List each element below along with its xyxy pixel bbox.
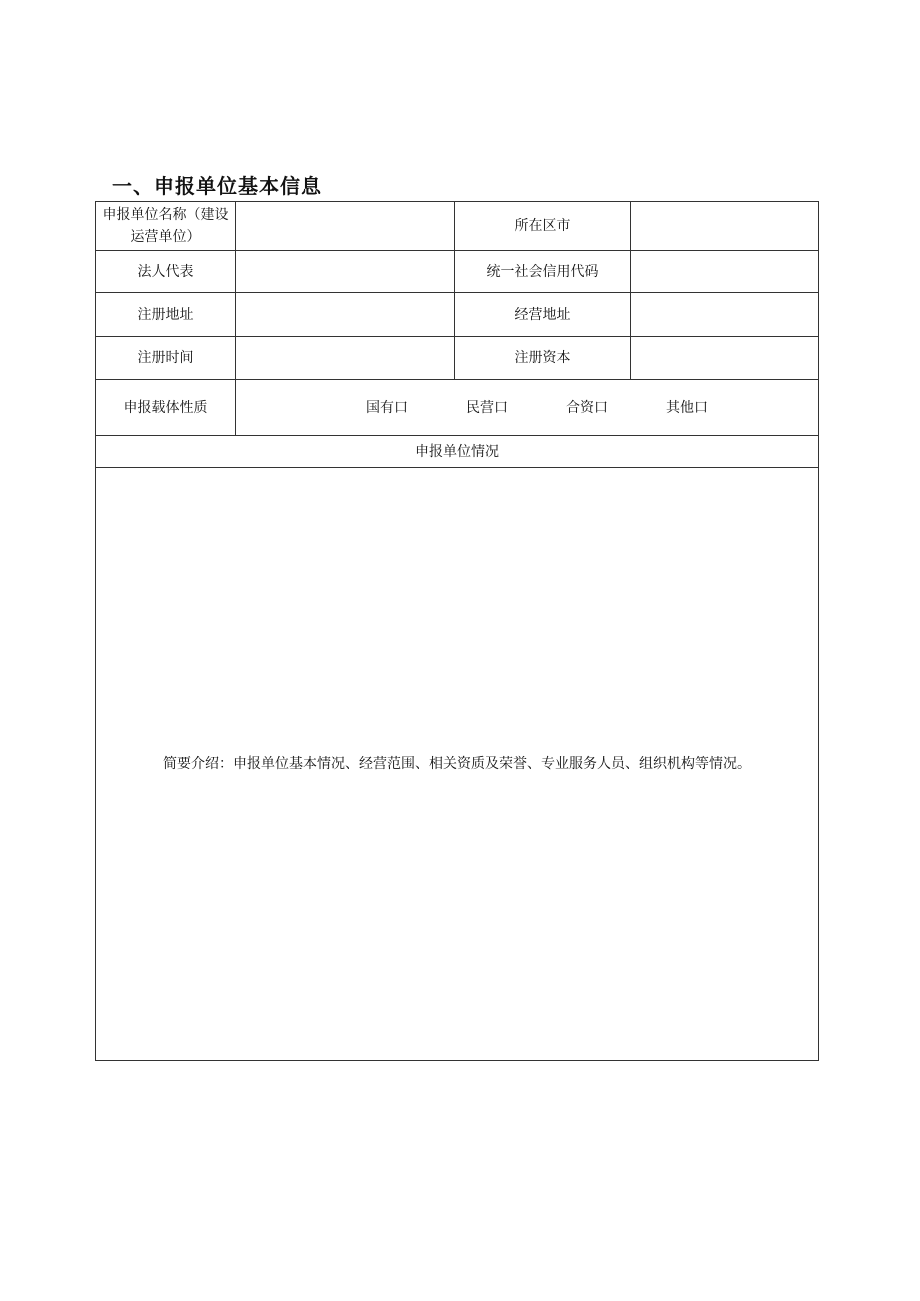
application-form-table [95, 201, 819, 1061]
reg-time-label: 注册时间 [96, 337, 236, 380]
reg-address-label: 注册地址 [96, 293, 236, 337]
nature-options-cell [236, 380, 819, 436]
credit-code-field[interactable] [631, 251, 819, 293]
row-reg-address [96, 293, 819, 337]
intro-field[interactable] [96, 468, 819, 1061]
nature-option-joint-venture[interactable]: 合资口 [566, 399, 608, 416]
row-legal-rep [96, 251, 819, 293]
row-situation-header [96, 436, 819, 468]
nature-option-state-owned[interactable]: 国有口 [366, 399, 408, 416]
legal-rep-label: 法人代表 [96, 251, 236, 293]
section-title: 一、申报单位基本信息 [112, 174, 322, 198]
row-nature [96, 380, 819, 436]
intro-prompt-text: 简要介绍：申报单位基本情况、经营范围、相关资质及荣誉、专业服务人员、组织机构等情况。 [163, 756, 751, 772]
biz-address-label: 经营地址 [455, 293, 631, 337]
row-intro [96, 468, 819, 1061]
nature-option-other[interactable]: 其他口 [666, 399, 708, 416]
reg-capital-label: 注册资本 [455, 337, 631, 380]
reg-capital-field[interactable] [631, 337, 819, 380]
nature-label: 申报载体性质 [96, 380, 236, 436]
biz-address-field[interactable] [631, 293, 819, 337]
legal-rep-field[interactable] [236, 251, 455, 293]
district-field[interactable] [631, 202, 819, 251]
row-reg-time [96, 337, 819, 380]
reg-address-field[interactable] [236, 293, 455, 337]
district-label: 所在区市 [455, 202, 631, 251]
situation-header: 申报单位情况 [96, 436, 819, 468]
reg-time-field[interactable] [236, 337, 455, 380]
row-unit-name [96, 202, 819, 251]
nature-option-private[interactable]: 民营口 [466, 399, 508, 416]
unit-name-label: 申报单位名称（建设运营单位） [96, 202, 236, 251]
unit-name-field[interactable] [236, 202, 455, 251]
credit-code-label: 统一社会信用代码 [455, 251, 631, 293]
